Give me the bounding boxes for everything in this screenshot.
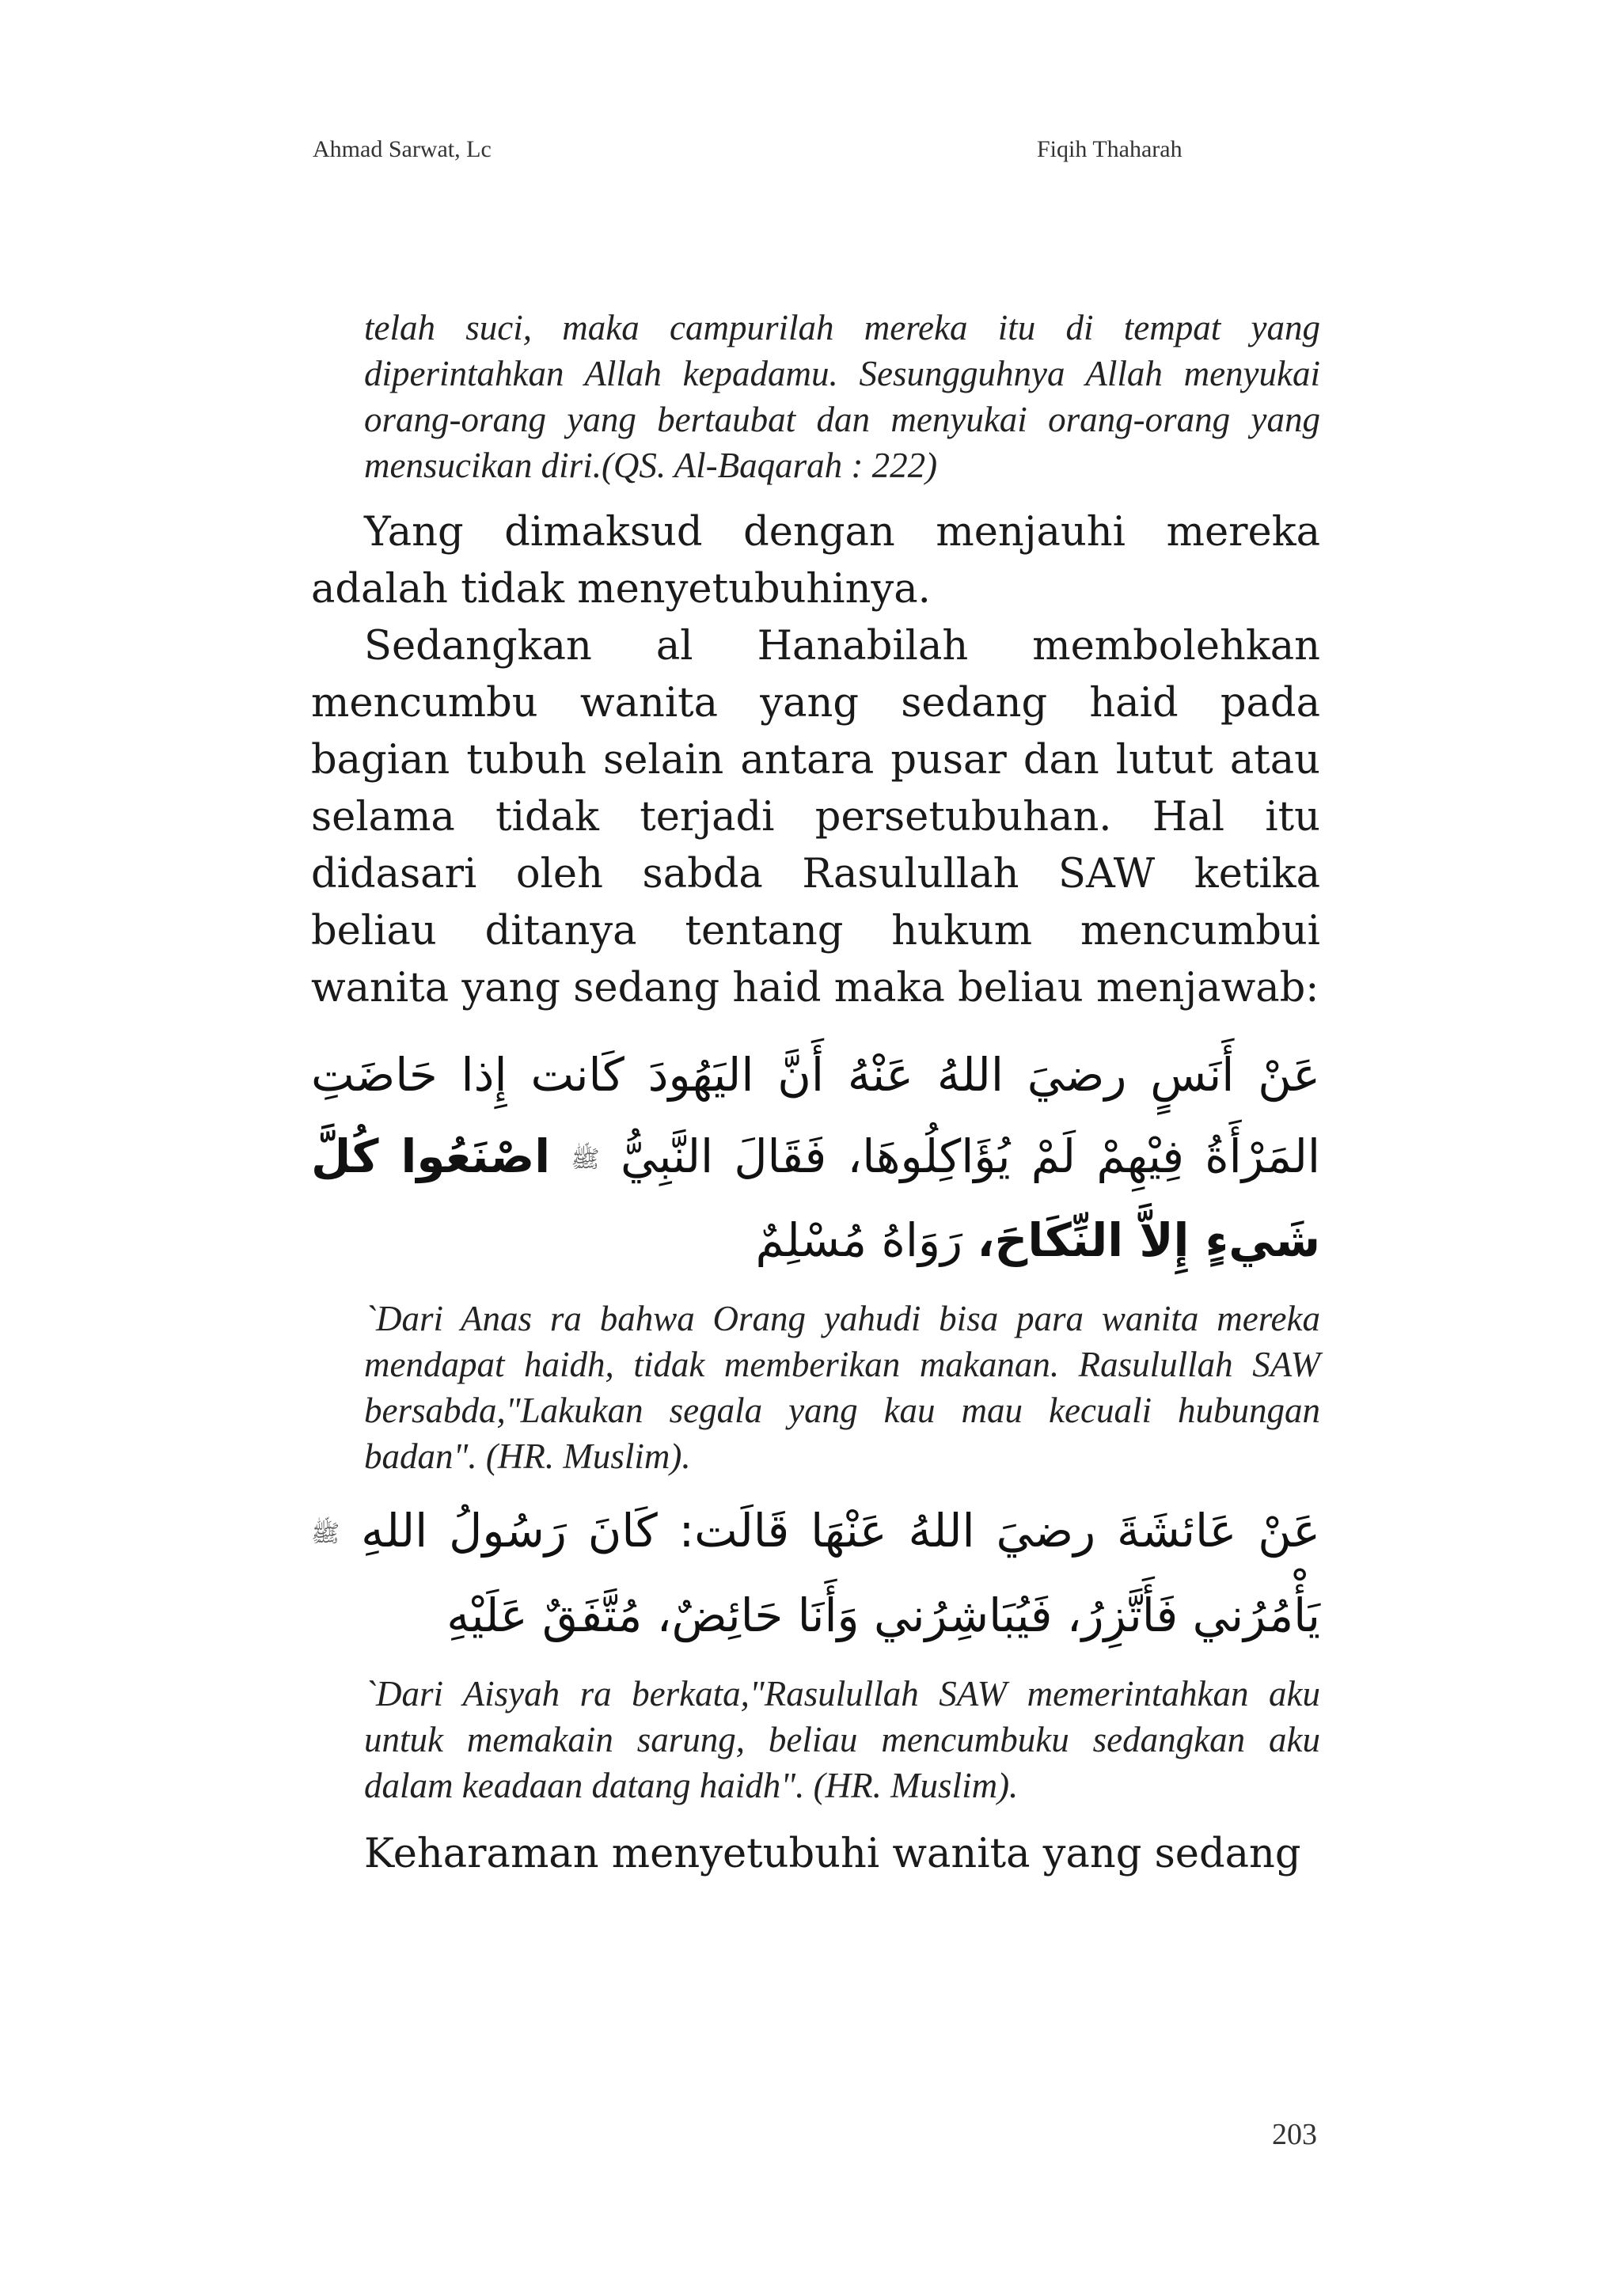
hadith-arabic-text: عَنْ عَائشَةَ رضيَ اللهُ عَنْهَا قَالَت: كَانَ رَسُولُ اللهِ xyxy=(361,1504,1320,1558)
header-book-title: Fiqih Thaharah xyxy=(1037,136,1183,162)
header-author: Ahmad Sarwat, Lc xyxy=(313,136,492,162)
paragraph: Yang dimaksud dengan menjauhi mereka adalah tidak menyetubuhinya. xyxy=(311,509,1320,613)
hadith-arabic xyxy=(311,1490,1320,1656)
saw-icon: ﷺ xyxy=(311,1520,340,1548)
hadith-arabic-text: يَأْمُرُني فَأَتَّزِرُ، فَيُبَاشِرُني وَأَنَا حَائِضٌ، مُتَّفَقٌ عَلَيْهِ xyxy=(446,1588,1320,1642)
hadith-narrator: رَوَاهُ مُسْلِمٌ xyxy=(755,1213,963,1268)
hadith-arabic-text: عَنْ أَنَسٍ رضيَ اللهُ عَنْهُ أَنَّ اليَهُودَ كَانت إِذا حَاضَتِ المَرْأَةُ فِيْهِمْ لَمْ يُؤَاكِلُوهَا، فَقَالَ النَّبِيُّ xyxy=(311,1048,1321,1183)
page-content xyxy=(311,305,1320,1883)
hadith-arabic xyxy=(311,1034,1320,1281)
page-number: 203 xyxy=(1272,2118,1317,2151)
paragraph: Keharaman menyetubuhi wanita yang sedang xyxy=(364,1830,1301,1877)
quran-translation: telah suci, maka campurilah mereka itu di tempat yang diperintahkan Allah kepadamu. Sesungguhnya Allah menyukai orang-orang yang bertaubat dan menyukai orang-orang yang mensucikan diri.(QS. Al-Baqarah : 222) xyxy=(364,308,1320,485)
hadith-translation: `Dari Anas ra bahwa Orang yahudi bisa para wanita mereka mendapat haidh, tidak memberikan makanan. Rasulullah SAW bersabda,"Lakukan segala yang kau mau kecuali hubungan badan". (HR. Muslim). xyxy=(364,1299,1320,1477)
running-header xyxy=(313,136,1205,168)
saw-icon: ﷺ xyxy=(571,1145,600,1174)
paragraph: Sedangkan al Hanabilah membolehkan mencumbu wanita yang sedang haid pada bagian tubuh selain antara pusar dan lutut atau selama tidak terjadi persetubuhan. Hal itu didasari oleh sabda Rasulullah SAW ketika beliau ditanya tentang hukum mencumbui wanita yang sedang haid maka beliau menjawab: xyxy=(311,623,1320,1011)
hadith-arabic-bold: اصْنَعُوا كُلَّ شَيءٍ إِلاَّ النِّكَاحَ، xyxy=(311,1129,1320,1268)
hadith-translation: `Dari Aisyah ra berkata,"Rasulullah SAW memerintahkan aku untuk memakain sarung, beliau mencumbuku sedangkan aku dalam keadaan datang haidh". (HR. Muslim). xyxy=(364,1673,1320,1805)
